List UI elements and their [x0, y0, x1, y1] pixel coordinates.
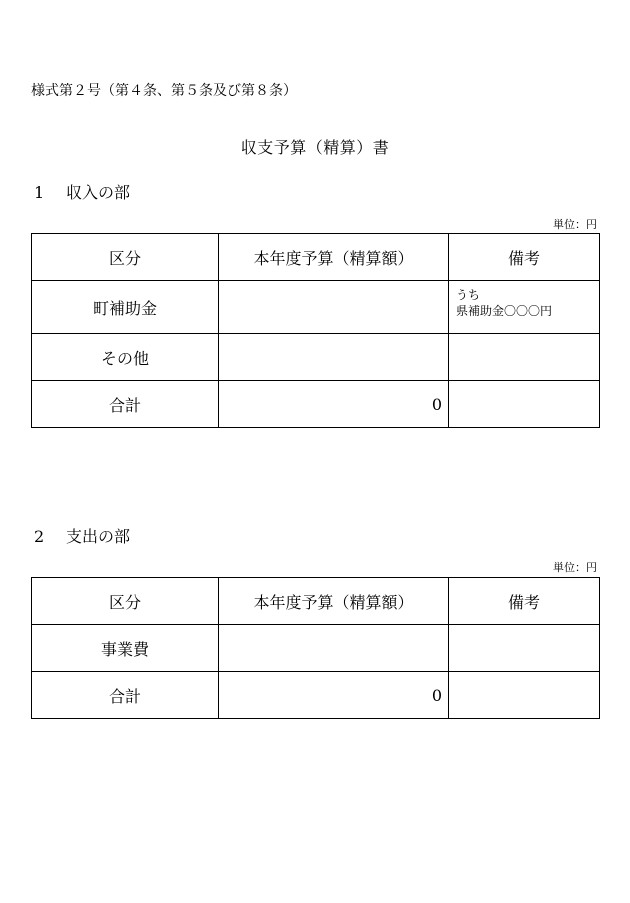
form-number: 様式第２号（第４条、第５条及び第８条）: [31, 83, 297, 99]
row-remarks: [449, 281, 600, 334]
header-remarks: 備考: [449, 578, 600, 625]
total-label: 合計: [32, 672, 219, 719]
income-section-heading: [34, 180, 130, 203]
table-row: [32, 625, 600, 672]
row-category: 町補助金: [32, 281, 219, 334]
total-amount: 0: [219, 381, 449, 428]
row-category: その他: [32, 334, 219, 381]
header-budget-amount: 本年度予算（精算額）: [219, 578, 449, 625]
table-row: [32, 334, 600, 381]
header-category: 区分: [32, 234, 219, 281]
income-section-number: 1: [34, 183, 45, 202]
row-amount: [219, 334, 449, 381]
row-remarks: [449, 625, 600, 672]
expense-total-row: [32, 672, 600, 719]
expense-unit-label: 単位：円: [553, 561, 597, 574]
expense-table: [31, 577, 600, 719]
header-category: 区分: [32, 578, 219, 625]
total-label: 合計: [32, 381, 219, 428]
total-amount: 0: [219, 672, 449, 719]
row-remarks: [449, 334, 600, 381]
row-category: 事業費: [32, 625, 219, 672]
income-section-title: 収入の部: [66, 183, 131, 202]
table-row: [32, 281, 600, 334]
remarks-line: うち: [456, 288, 481, 302]
remarks-line: 県補助金〇〇〇円: [456, 304, 553, 318]
expense-section-title: 支出の部: [66, 527, 131, 546]
document-title: 収支予算（精算）書: [240, 138, 390, 157]
income-header-row: [32, 234, 600, 281]
total-remarks: [449, 381, 600, 428]
expense-section-number: 2: [34, 527, 45, 546]
income-table: [31, 233, 600, 428]
header-budget-amount: 本年度予算（精算額）: [219, 234, 449, 281]
row-amount: [219, 281, 449, 334]
total-remarks: [449, 672, 600, 719]
income-total-row: [32, 381, 600, 428]
income-unit-label: 単位：円: [553, 218, 597, 231]
row-amount: [219, 625, 449, 672]
header-remarks: 備考: [449, 234, 600, 281]
expense-section-heading: [34, 524, 130, 547]
expense-header-row: [32, 578, 600, 625]
